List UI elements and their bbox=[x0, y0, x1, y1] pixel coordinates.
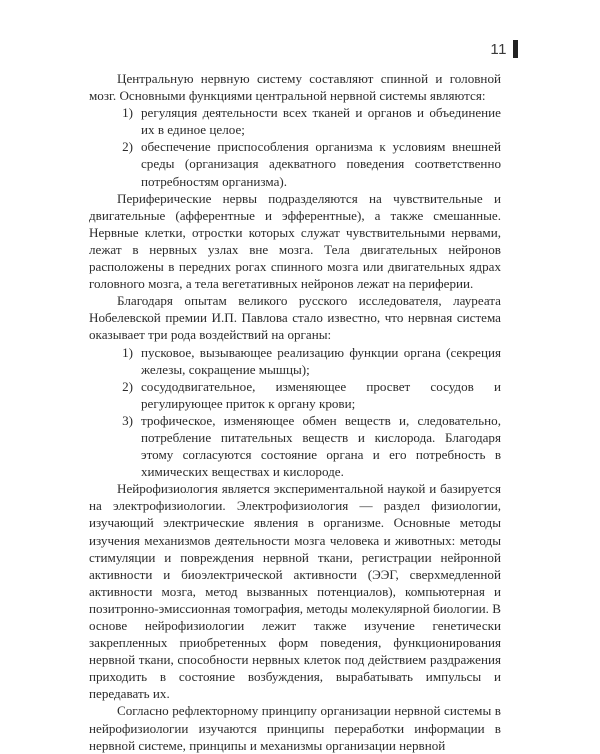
list-item bbox=[89, 344, 501, 378]
list-item-number: 2) bbox=[122, 378, 133, 394]
cns-functions-list bbox=[89, 104, 501, 189]
list-item-text: пусковое, вызывающее реализацию функции органа (секреция железы, сокращение мышцы); bbox=[141, 344, 501, 377]
list-item-number: 1) bbox=[122, 105, 133, 121]
paragraph-peripheral-nerves: Периферические нервы подразделяются на чувствительные и двигательные (афферентные и эфферентные), а также смешанные. Нервные клетки, отростки которых служат чувствительными нервами, лежат в нервных узлах вне мозга. Тела двигательных нейронов расположены в передних рогах спинного мозга или двигательных ядрах головного мозга, а тела вегетативных нейронов лежат на периферии. bbox=[89, 190, 501, 292]
list-item-number: 1) bbox=[122, 344, 133, 360]
list-item bbox=[89, 378, 501, 412]
paragraph-cns: Центральную нервную систему составляют спинной и головной мозг. Основными функциями центральной нервной системы являются: bbox=[89, 71, 501, 104]
page-number: 11 bbox=[490, 40, 507, 58]
nervous-influences-list bbox=[89, 344, 501, 481]
list-item-text: регуляция деятельности всех тканей и органов и объединение их в единое целое; bbox=[141, 105, 501, 138]
page-marker-bar bbox=[513, 40, 518, 58]
list-item bbox=[89, 138, 501, 189]
paragraph-reflex-principle: Согласно рефлекторному принципу организации нервной системы в нейрофизиологии изучаются принципы переработки информации в нервной системе, принципы и механизмы организации нервной bbox=[89, 703, 501, 753]
page-header bbox=[490, 40, 518, 58]
list-item-text: трофическое, изменяющее обмен веществ и, следовательно, потребление питательных веществ и кислорода. Благодаря этому согласуются состояние органа и его потребность в химических веществах и кислороде. bbox=[141, 412, 501, 480]
body-text bbox=[89, 70, 501, 754]
list-item-text: обеспечение приспособления организма к условиям внешней среды (организация адекватного поведения соответственно потребностям организма). bbox=[141, 139, 501, 189]
list-item-number: 3) bbox=[122, 412, 133, 428]
list-item bbox=[89, 104, 501, 138]
paragraph-neurophysiology: Нейрофизиология является экспериментальной наукой и базируется на электрофизиологии. Электрофизиология — раздел физиологии, изучающий электрические явления в организме. Основные методы изучения механизмов деятельности мозга человека и животных: методы стимуляции и повреждения нервной ткани, регистрации нейронной активности и биоэлектрической активности (ЭЭГ, сверхмедленной активности мозга, метод вызванных потенциалов), компьютерная и позитронно-эмиссионная томография, методы молекулярной биологии. В основе нейрофизиологии лежит также изучение генетически закрепленных приобретенных форм поведения, функционирования нервной ткани, способности нервных клеток под действием раздражения приходить в состояние возбуждения, вырабатывать импульсы и передавать их. bbox=[89, 481, 501, 702]
list-item-number: 2) bbox=[122, 139, 133, 155]
list-item-text: сосудодвигательное, изменяющее просвет сосудов и регулирующее приток к органу крови; bbox=[141, 378, 501, 411]
paragraph-pavlov: Благодаря опытам великого русского исследователя, лауреата Нобелевской премии И.П. Павлова стало известно, что нервная система оказывает три рода воздействий на органы: bbox=[89, 293, 501, 343]
list-item bbox=[89, 412, 501, 480]
